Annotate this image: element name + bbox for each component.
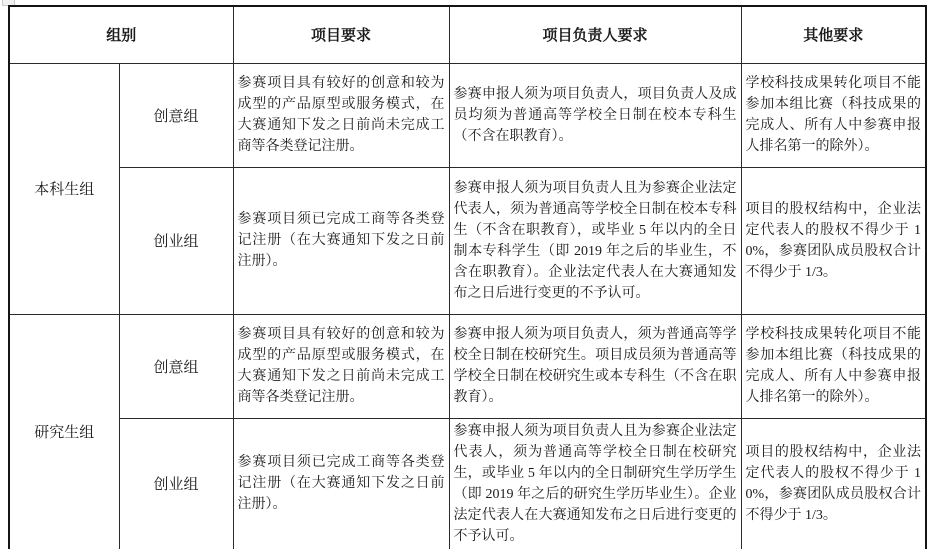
header-leader-requirements: 项目负责人要求 xyxy=(449,6,741,63)
other-requirement-cell: 学校科技成果转化项目不能参加本组比赛（科技成果的完成人、所有人中参赛申报人排名第一的除外）。 xyxy=(741,314,926,418)
header-row xyxy=(9,6,926,63)
subgroup-cell-startup: 创业组 xyxy=(119,167,233,314)
leader-requirement-cell: 参赛申报人须为项目负责人，须为普通高等学校全日制在校研究生。项目成员须为普通高等学校全日制在校研究生或本专科生（不含在职教育）。 xyxy=(449,314,741,418)
header-group: 组别 xyxy=(9,6,233,63)
project-requirement-cell: 参赛项目具有较好的创意和较为成型的产品原型或服务模式，在大赛通知下发之日前尚未完成工商等各类登记注册。 xyxy=(233,63,449,167)
leader-requirement-cell: 参赛申报人须为项目负责人，项目负责人及成员均须为普通高等学校全日制在校本专科生（不含在职教育）。 xyxy=(449,63,741,167)
other-requirement-cell: 学校科技成果转化项目不能参加本组比赛（科技成果的完成人、所有人中参赛申报人排名第一的除外）。 xyxy=(741,63,926,167)
subgroup-cell-startup: 创业组 xyxy=(119,418,233,549)
project-requirement-cell: 参赛项目须已完成工商等各类登记注册（在大赛通知下发之日前注册）。 xyxy=(233,167,449,314)
header-project-requirements: 项目要求 xyxy=(233,6,449,63)
table-row-undergrad-startup xyxy=(9,167,926,314)
header-other-requirements: 其他要求 xyxy=(741,6,926,63)
table-row-graduate-startup xyxy=(9,418,926,549)
other-requirement-cell: 项目的股权结构中，企业法定代表人的股权不得少于 10%，参赛团队成员股权合计不得少于 1/3。 xyxy=(741,418,926,549)
subgroup-cell-creative: 创意组 xyxy=(119,314,233,418)
group-cell-undergraduate: 本科生组 xyxy=(9,63,119,314)
project-requirement-cell: 参赛项目具有较好的创意和较为成型的产品原型或服务模式，在大赛通知下发之日前尚未完成工商等各类登记注册。 xyxy=(233,314,449,418)
project-requirement-cell: 参赛项目须已完成工商等各类登记注册（在大赛通知下发之日前注册）。 xyxy=(233,418,449,549)
subgroup-cell-creative: 创意组 xyxy=(119,63,233,167)
leader-requirement-cell: 参赛申报人须为项目负责人且为参赛企业法定代表人，须为普通高等学校全日制在校研究生，或毕业 5 年以内的全日制研究生学历学生（即 2019 年之后的研究生学历毕业生）。企业法定代表人在大赛通知发布之日后进行变更的不予认可。 xyxy=(449,418,741,549)
requirements-table xyxy=(8,5,927,549)
leader-requirement-cell: 参赛申报人须为项目负责人且为参赛企业法定代表人，须为普通高等学校全日制在校本专科生（不含在职教育），或毕业 5 年以内的全日制本专科学生（即 2019 年之后的毕业生，不含在职教育）。企业法定代表人在大赛通知发布之日后进行变更的不予认可。 xyxy=(449,167,741,314)
group-cell-graduate: 研究生组 xyxy=(9,314,119,549)
table-row-undergrad-creative xyxy=(9,63,926,167)
table-row-graduate-creative xyxy=(9,314,926,418)
other-requirement-cell: 项目的股权结构中，企业法定代表人的股权不得少于 10%，参赛团队成员股权合计不得少于 1/3。 xyxy=(741,167,926,314)
